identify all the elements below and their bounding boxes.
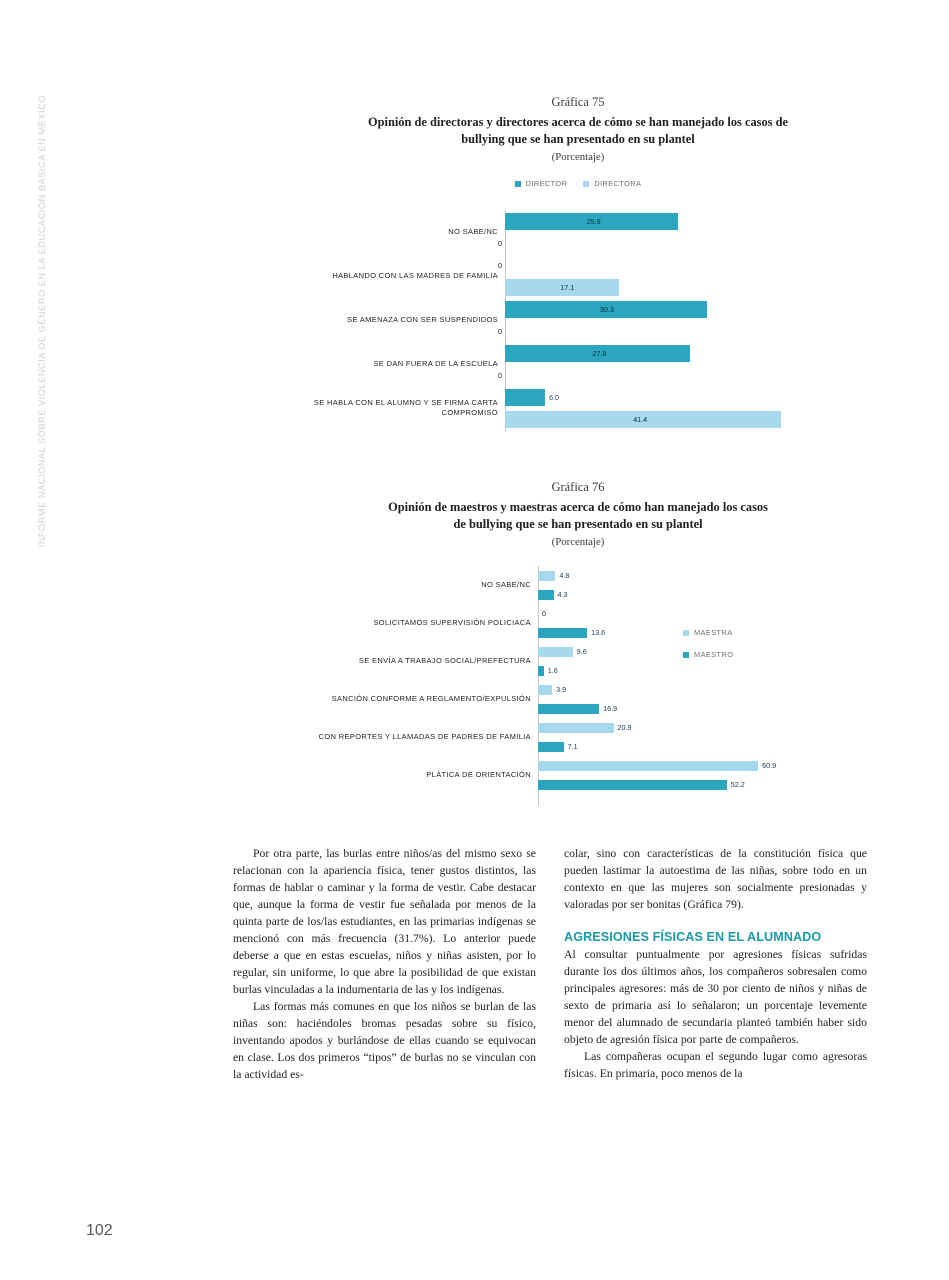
bar-group	[538, 604, 873, 642]
bar-group	[498, 254, 873, 298]
figure-76-number: Gráfica 76	[551, 480, 605, 494]
bar[interactable]	[538, 742, 564, 752]
bar[interactable]	[505, 389, 545, 406]
bar-value-label: 4.8	[559, 571, 570, 581]
bar-group	[538, 566, 873, 604]
bar-value-label: 6.0	[549, 392, 559, 402]
bar-group	[498, 342, 873, 386]
category-label: SE AMENAZA CON SER SUSPENDIDOS	[347, 315, 498, 325]
chart-grafica-76	[283, 566, 873, 806]
bar[interactable]	[538, 628, 587, 638]
bar[interactable]	[538, 685, 552, 695]
paragraph: Por otra parte, las burlas entre niños/as del mismo sexo se relacionan con la apariencia física, tener gustos distintos, las formas de hablar o caminar y la forma de vestir. Cabe destacar que, aunque la forma de vestir fue señalada por menos de la quinta parte de los/las estudiantes, en las primarias indígenas se mencionó con más frecuencia (31.7%). Lo anterior puede deberse a que en estas escuelas, niños y niñas asisten, por lo regular, sin uniforme, lo que abre la posibilidad de que existan burlas vinculadas a la indumentaria de las y los indígenas.	[233, 847, 536, 997]
bar-line	[538, 699, 873, 718]
figure-grafica-76	[283, 480, 873, 806]
bar-value-label: 16.9	[603, 704, 618, 714]
bar-value-label: 1.6	[547, 666, 558, 676]
bar-line	[505, 276, 873, 298]
bar[interactable]	[538, 571, 555, 581]
chart-category-row	[283, 386, 873, 430]
bar-value-label: 0	[498, 260, 502, 270]
bar-line	[538, 642, 873, 661]
bar-value-label: 27.8	[592, 348, 607, 358]
chart-category-row	[283, 566, 873, 604]
right-column	[564, 845, 867, 1083]
bar-line	[498, 364, 873, 386]
bar[interactable]	[538, 590, 554, 600]
bar-line	[538, 756, 873, 775]
legend-label: DIRECTORA	[594, 179, 642, 189]
category-label: CON REPORTES Y LLAMADAS DE PADRES DE FAMILIA	[318, 732, 531, 742]
running-head-text: INFORME NACIONAL SOBRE VIOLENCIA DE GÉNERO EN LA EDUCACIÓN BÁSICA EN MÉXICO	[37, 95, 47, 548]
bar-line	[498, 254, 873, 276]
legend-swatch-icon	[515, 181, 521, 187]
legend-swatch-icon	[583, 181, 589, 187]
bar-group	[498, 298, 873, 342]
bar-group	[538, 642, 873, 680]
bar-value-label: 0	[498, 238, 502, 248]
bar[interactable]	[538, 666, 544, 676]
bar-line	[538, 680, 873, 699]
bar-value-label: 13.6	[591, 628, 606, 638]
section-heading: AGRESIONES FÍSICAS EN EL ALUMNADO	[564, 930, 822, 945]
bar-group	[505, 386, 873, 430]
figure-75-subtitle: (Porcentaje)	[551, 151, 605, 164]
bar[interactable]	[538, 704, 599, 714]
chart-grafica-75	[283, 210, 873, 432]
figure-76-header	[283, 480, 873, 548]
bar-line	[538, 604, 873, 623]
bar[interactable]	[538, 647, 573, 657]
chart-category-row	[283, 718, 873, 756]
figure-75-number: Gráfica 75	[551, 95, 605, 109]
bar-line	[505, 386, 873, 408]
running-head	[30, 95, 54, 615]
bar-value-label: 60.9	[762, 761, 777, 771]
category-label: PLÁTICA DE ORIENTACIÓN	[426, 770, 531, 780]
bar-line	[538, 775, 873, 794]
paragraph: colar, sino con características de la constitución física que pueden lastimar la autoestima de las niñas, sobre todo en un contexto en que las mujeres son socialmente presionadas y valoradas por ser bonitas (Gráfica 79).	[564, 847, 867, 912]
bar-value-label: 9.6	[576, 647, 587, 657]
legend-label: MAESTRA	[694, 628, 733, 637]
category-label: NO SABE/NC	[448, 227, 498, 237]
figure-75-title	[283, 114, 873, 148]
figure-75-header	[283, 95, 873, 163]
bar-line	[505, 298, 873, 320]
paragraph: Al consultar puntualmente por agresiones físicas sufridas durante los dos últimos años, los compañeros sobresalen como principales agresores: más de 30 por ciento de niños y niñas de sexto de primaria así lo señalaron; un porcentaje levemente menor del alumnado de secundaria planteó también haber sido objeto de agresión física por parte de compañeros.	[564, 948, 867, 1047]
bar-line	[538, 585, 873, 604]
figure-76-title-line2: de bullying que se han presentado en su plantel	[453, 517, 703, 532]
bar-line	[505, 408, 873, 430]
legend-label: MAESTRO	[694, 650, 734, 659]
bar-line	[538, 718, 873, 737]
figure-76-title-line1: Opinión de maestros y maestras acerca de cómo han manejado los casos	[388, 500, 768, 514]
figure-76-title	[283, 499, 873, 533]
category-label: SOLICITAMOS SUPERVISIÓN POLICIACA	[373, 618, 531, 628]
chart-category-row	[283, 254, 873, 298]
legend-item-director[interactable]	[515, 179, 568, 188]
bar[interactable]	[538, 780, 727, 790]
bar[interactable]	[538, 723, 614, 733]
figure-75-title-line1: Opinión de directoras y directores acerca de cómo se han manejado los casos de	[368, 115, 788, 129]
bar-value-label: 17.1	[560, 282, 575, 292]
bar-group	[538, 756, 873, 794]
left-column	[233, 845, 536, 1083]
bar-line	[538, 737, 873, 756]
paragraph: Las compañeras ocupan el segundo lugar como agresoras físicas. En primaria, poco menos de la	[564, 1050, 867, 1081]
bar-group	[538, 718, 873, 756]
paragraph: Las formas más comunes en que los niños se burlan de las niñas son: haciéndoles bromas pesadas sobre su físico, inventando apodos y burlándose de ellas cuando se equivocan en clase. Los dos primeros “tipos” de burlas no se vinculan con la actividad es-	[233, 1000, 536, 1082]
bar-line	[505, 342, 873, 364]
legend-item-directora[interactable]	[583, 179, 641, 188]
bar-line	[538, 661, 873, 680]
category-label: SE HABLA CON EL ALUMNO Y SE FIRMA CARTA COMPROMISO	[313, 398, 498, 418]
bar-line	[498, 232, 873, 254]
category-label: NO SABE/NC	[481, 580, 531, 590]
category-label: SANCIÓN CONFORME A REGLAMENTO/EXPULSIÓN	[331, 694, 531, 704]
figure-76-subtitle: (Porcentaje)	[551, 536, 605, 549]
figure-grafica-75	[283, 95, 873, 432]
bar-group	[538, 680, 873, 718]
bar[interactable]	[538, 761, 758, 771]
bar-value-label: 3.9	[556, 685, 567, 695]
page-number: 102	[86, 1222, 113, 1239]
category-label: SE ENVÍA A TRABAJO SOCIAL/PREFECTURA	[358, 656, 531, 666]
bar-value-label: 41.4	[633, 414, 648, 424]
bar-line	[538, 623, 873, 642]
bar-value-label: 0	[498, 326, 502, 336]
bar-value-label: 30.3	[599, 304, 614, 314]
chart-category-row	[283, 756, 873, 794]
bar-value-label: 52.2	[730, 780, 745, 790]
body-columns	[233, 845, 868, 1083]
chart-category-row	[283, 604, 873, 642]
bar-value-label: 4.3	[557, 590, 568, 600]
bar-line	[505, 210, 873, 232]
figure-75-legend	[283, 179, 873, 188]
chart-category-row	[283, 642, 873, 680]
chart-category-row	[283, 210, 873, 254]
bar-value-label: 7.1	[567, 742, 578, 752]
bar-group	[498, 210, 873, 254]
chart-category-row	[283, 680, 873, 718]
legend-label: DIRECTOR	[525, 179, 568, 189]
bar-value-label: 0	[542, 609, 546, 619]
bar-value-label: 0	[498, 370, 502, 380]
chart-category-row	[283, 342, 873, 386]
category-label: SE DAN FUERA DE LA ESCUELA	[373, 359, 498, 369]
figure-75-title-line2: bullying que se han presentado en su plantel	[461, 132, 695, 147]
bar-line	[538, 566, 873, 585]
bar-value-label: 25.9	[586, 216, 601, 226]
chart-category-row	[283, 298, 873, 342]
bar-value-label: 20.9	[617, 723, 632, 733]
category-label: HABLANDO CON LAS MADRES DE FAMILIA	[332, 271, 498, 281]
bar-line	[498, 320, 873, 342]
